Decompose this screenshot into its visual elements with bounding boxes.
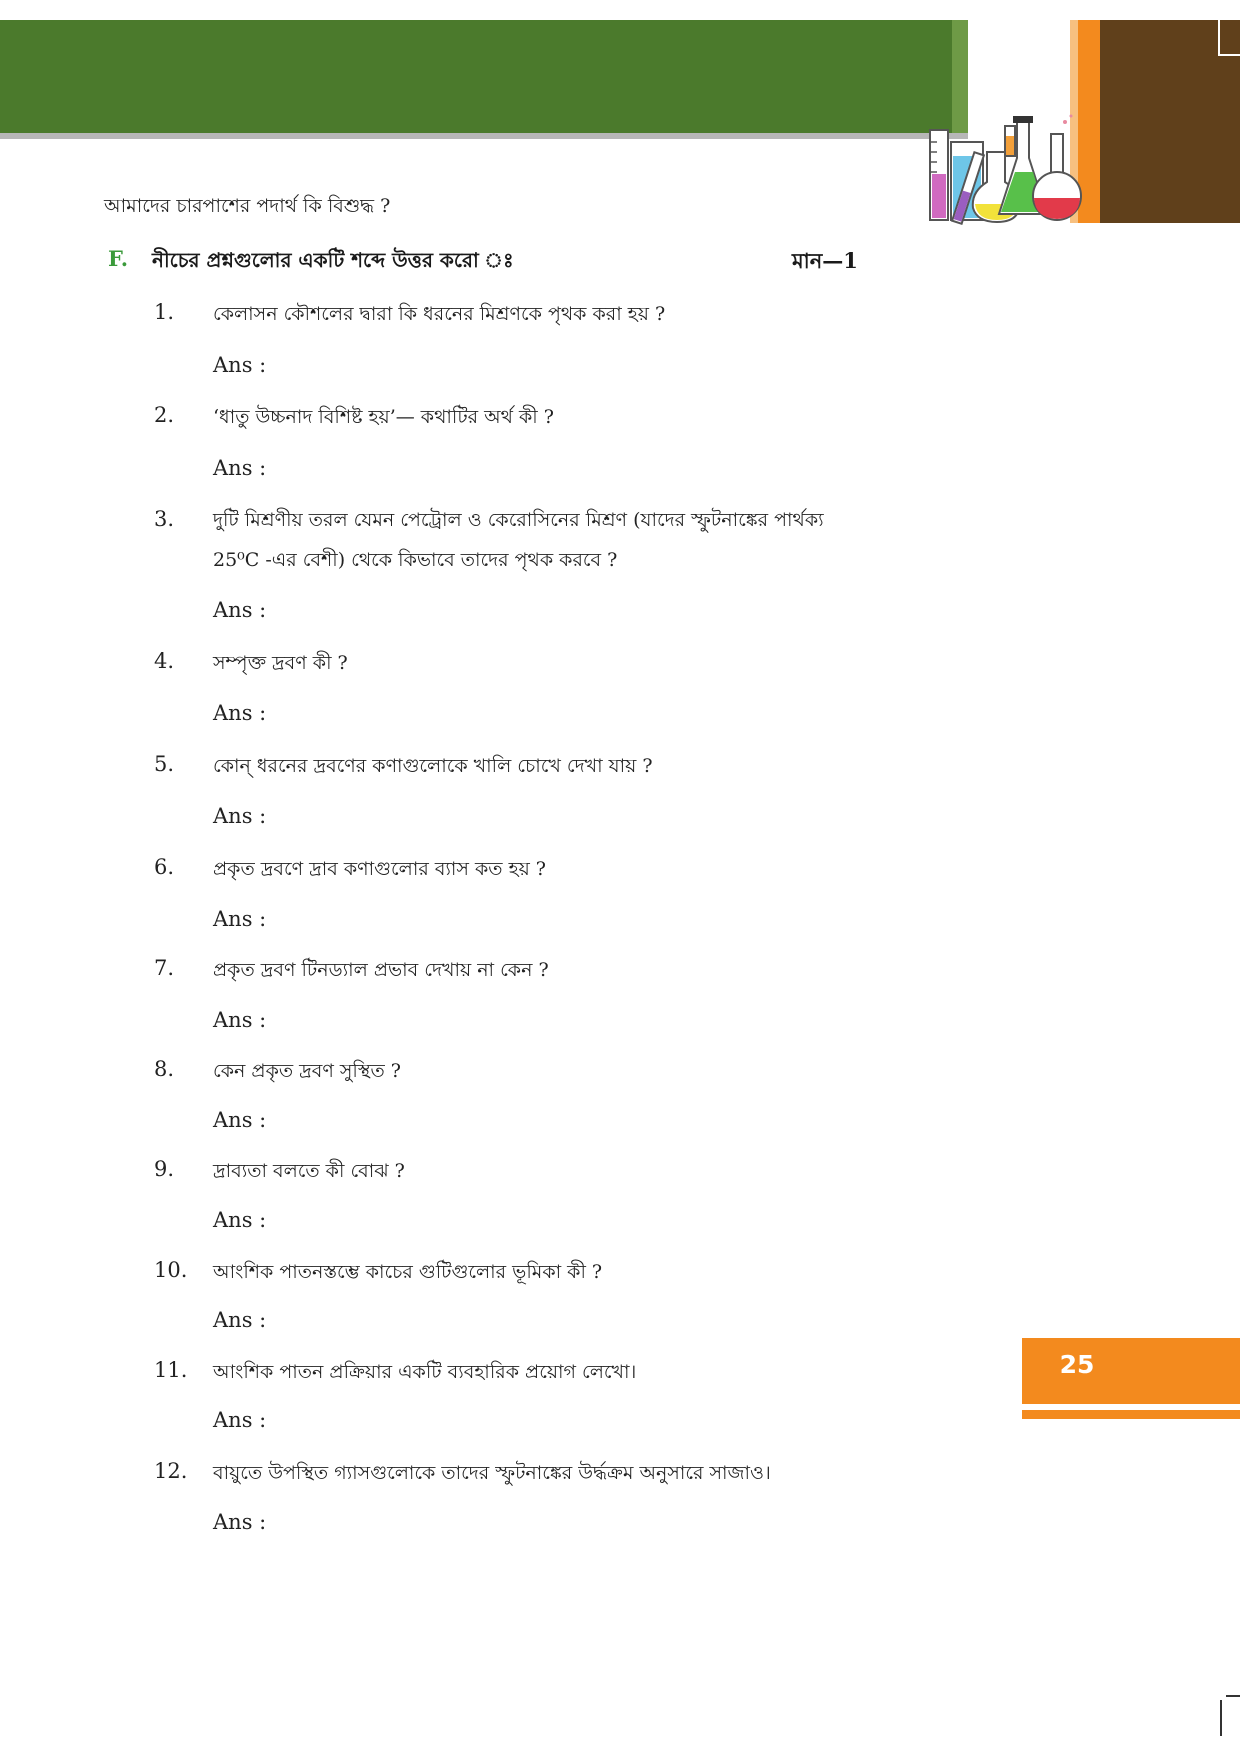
question-text: আংশিক পাতনস্তম্ভে কাচের গুটিগুলোর ভূমিকা কী ? — [213, 1261, 603, 1283]
answer-label: Ans : — [213, 598, 267, 622]
crop-mark — [1218, 20, 1220, 54]
question-number: 7. — [154, 956, 175, 980]
crop-mark — [1226, 1695, 1240, 1697]
question-text: দুটি মিশ্রণীয় তরল যেমন পেট্রোল ও কেরোসিনের মিশ্রণ (যাদের স্ফুটনাঙ্কের পার্থক্য 25⁰C -এর বেশী) থেকে কিভাবে তাদের পৃথক করবে ? — [213, 509, 824, 571]
crop-mark — [1218, 54, 1240, 56]
answer-label: Ans : — [213, 1208, 267, 1232]
answer-label: Ans : — [213, 1510, 267, 1534]
answer-label: Ans : — [213, 907, 267, 931]
question-text: কেন প্রকৃত দ্রবণ সুস্থিত ? — [213, 1060, 401, 1082]
answer-label: Ans : — [213, 456, 267, 480]
answer-label: Ans : — [213, 1408, 267, 1432]
page-number: 25 — [1059, 1350, 1095, 1379]
page-tab-strip — [1022, 1410, 1240, 1419]
answer-label: Ans : — [213, 701, 267, 725]
question-number: 11. — [154, 1358, 188, 1382]
answer-label: Ans : — [213, 1008, 267, 1032]
question-number: 10. — [154, 1258, 188, 1282]
page-number-tab — [1022, 1338, 1240, 1404]
question-text: দ্রাব্যতা বলতে কী বোঝ ? — [213, 1160, 405, 1182]
question-number: 8. — [154, 1057, 175, 1081]
question-text: ‘ধাতু উচ্চনাদ বিশিষ্ট হয়’— কথাটির অর্থ কী ? — [213, 406, 554, 428]
question-text: আংশিক পাতন প্রক্রিয়ার একটি ব্যবহারিক প্রয়োগ লেখো। — [213, 1361, 637, 1383]
question-text: প্রকৃত দ্রবণে দ্রাব কণাগুলোর ব্যাস কত হয় ? — [213, 858, 546, 880]
question-number: 2. — [154, 403, 175, 427]
question-number: 12. — [154, 1459, 188, 1483]
answer-label: Ans : — [213, 353, 267, 377]
question-number: 3. — [154, 507, 175, 531]
question-number: 9. — [154, 1157, 175, 1181]
section-title: নীচের প্রশ্নগুলোর একটি শব্দে উত্তর করো ঃ — [152, 248, 514, 272]
question-text: প্রকৃত দ্রবণ টিনড্যাল প্রভাব দেখায় না কেন ? — [213, 959, 549, 981]
section-letter: F. — [108, 246, 129, 271]
answer-label: Ans : — [213, 1108, 267, 1132]
answer-label: Ans : — [213, 804, 267, 828]
question-number: 1. — [154, 300, 175, 324]
question-number: 5. — [154, 752, 175, 776]
lab-glassware-illustration — [925, 112, 1095, 228]
question-text: কোন্ ধরনের দ্রবণের কণাগুলোকে খালি চোখে দেখা যায় ? — [213, 755, 653, 777]
question-number: 6. — [154, 855, 175, 879]
question-number: 4. — [154, 649, 175, 673]
question-text: কেলাসন কৌশলের দ্বারা কি ধরনের মিশ্রণকে পৃথক করা হয় ? — [213, 303, 666, 325]
question-text: সম্পৃক্ত দ্রবণ কী ? — [213, 652, 348, 674]
crop-mark — [1220, 1700, 1222, 1736]
running-head: আমাদের চারপাশের পদার্থ কি বিশুদ্ধ ? — [104, 195, 391, 217]
question-text: বায়ুতে উপস্থিত গ্যাসগুলোকে তাদের স্ফুটনাঙ্কের উর্দ্ধক্রম অনুসারে সাজাও। — [213, 1462, 771, 1484]
answer-label: Ans : — [213, 1308, 267, 1332]
header-green-band — [0, 20, 968, 133]
header-shadow — [0, 133, 968, 139]
section-marks: মান—1 — [792, 248, 858, 273]
